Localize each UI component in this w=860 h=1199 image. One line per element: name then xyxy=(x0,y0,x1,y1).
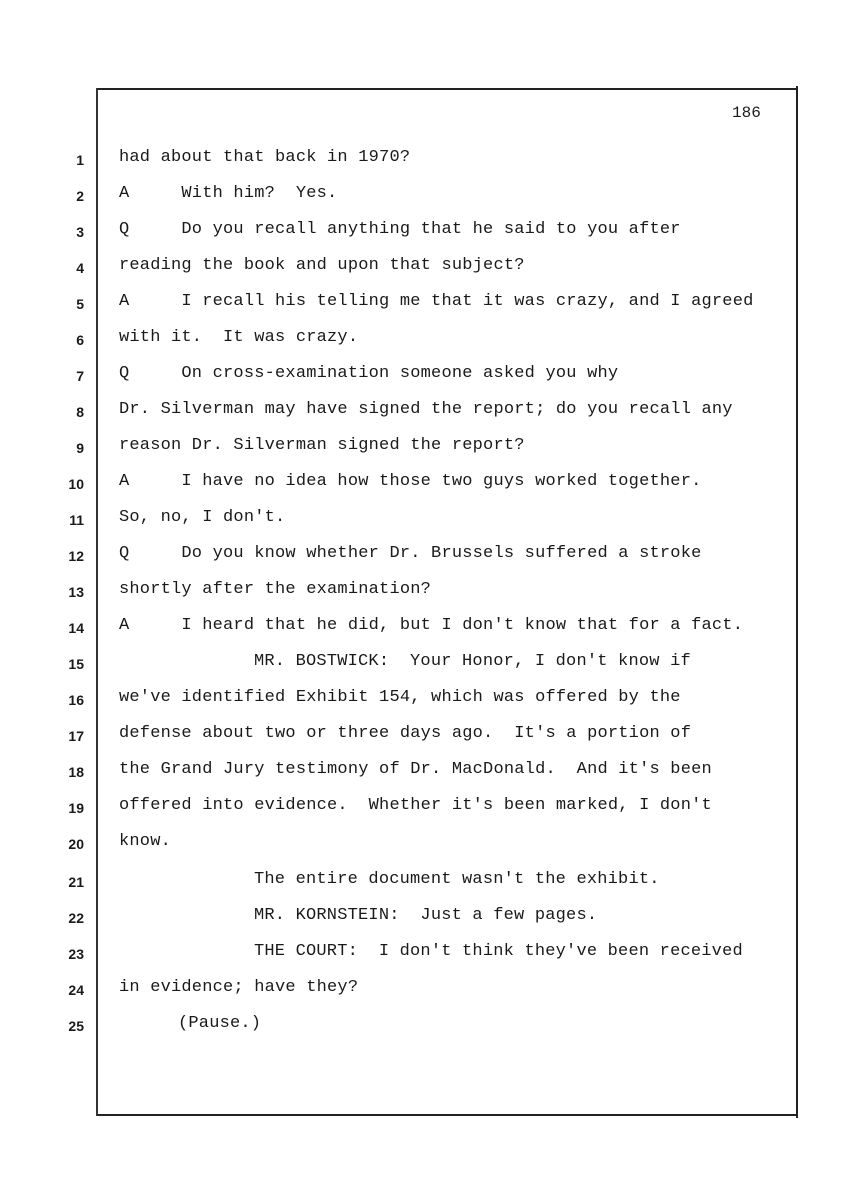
transcript-line xyxy=(0,902,860,938)
transcript-line xyxy=(0,648,860,684)
line-number: 9 xyxy=(76,440,84,456)
line-text: offered into evidence. Whether it's been marked, I don't xyxy=(119,796,712,815)
line-text: in evidence; have they? xyxy=(119,978,359,997)
line-text: shortly after the examination? xyxy=(119,580,432,599)
line-text: THE COURT: I don't think they've been received xyxy=(254,942,743,961)
line-text: A I have no idea how those two guys worked together. xyxy=(119,472,702,491)
transcript-line xyxy=(0,216,860,252)
transcript-line xyxy=(0,756,860,792)
line-number: 7 xyxy=(76,368,84,384)
line-text: Dr. Silverman may have signed the report; do you recall any xyxy=(119,400,733,419)
transcript-line xyxy=(0,1010,860,1046)
line-text: reason Dr. Silverman signed the report? xyxy=(119,436,525,455)
line-number: 1 xyxy=(76,152,84,168)
line-number: 4 xyxy=(76,260,84,276)
line-text: know. xyxy=(119,832,172,851)
line-text: A I recall his telling me that it was crazy, and I agreed xyxy=(119,292,754,311)
transcript-line xyxy=(0,432,860,468)
line-number: 18 xyxy=(68,764,84,780)
line-text: defense about two or three days ago. It's a portion of xyxy=(119,724,692,743)
transcript-line xyxy=(0,288,860,324)
page-border-top xyxy=(96,88,798,90)
line-number: 19 xyxy=(68,800,84,816)
transcript-line xyxy=(0,974,860,1010)
line-number: 20 xyxy=(68,836,84,852)
line-text: (Pause.) xyxy=(178,1014,262,1033)
line-text: had about that back in 1970? xyxy=(119,148,411,167)
transcript-line xyxy=(0,252,860,288)
line-number: 16 xyxy=(68,692,84,708)
transcript-line xyxy=(0,720,860,756)
line-number: 10 xyxy=(68,476,84,492)
line-number: 5 xyxy=(76,296,84,312)
line-number: 24 xyxy=(68,982,84,998)
line-number: 22 xyxy=(68,910,84,926)
line-number: 23 xyxy=(68,946,84,962)
line-number: 25 xyxy=(68,1018,84,1034)
line-text: Q Do you recall anything that he said to you after xyxy=(119,220,681,239)
line-number: 12 xyxy=(68,548,84,564)
transcript-line xyxy=(0,828,860,864)
transcript-line xyxy=(0,360,860,396)
line-text: MR. BOSTWICK: Your Honor, I don't know if xyxy=(254,652,691,671)
line-number: 17 xyxy=(68,728,84,744)
transcript-line xyxy=(0,504,860,540)
transcript-line xyxy=(0,144,860,180)
transcript-line xyxy=(0,324,860,360)
transcript-line xyxy=(0,396,860,432)
page-border-bottom xyxy=(96,1114,798,1116)
line-number: 11 xyxy=(69,512,84,528)
line-text: So, no, I don't. xyxy=(119,508,286,527)
line-number: 3 xyxy=(76,224,84,240)
transcript-line xyxy=(0,468,860,504)
line-number: 2 xyxy=(76,188,84,204)
line-text: with it. It was crazy. xyxy=(119,328,359,347)
page-number: 186 xyxy=(732,104,761,122)
line-number: 14 xyxy=(68,620,84,636)
transcript-line xyxy=(0,612,860,648)
transcript-line xyxy=(0,540,860,576)
line-number: 6 xyxy=(76,332,84,348)
transcript-line xyxy=(0,684,860,720)
line-text: A I heard that he did, but I don't know that for a fact. xyxy=(119,616,744,635)
transcript-line xyxy=(0,792,860,828)
line-text: A With him? Yes. xyxy=(119,184,338,203)
line-text: MR. KORNSTEIN: Just a few pages. xyxy=(254,906,598,925)
line-number: 13 xyxy=(68,584,84,600)
transcript-line xyxy=(0,938,860,974)
line-text: Q Do you know whether Dr. Brussels suffered a stroke xyxy=(119,544,702,563)
transcript-line xyxy=(0,866,860,902)
line-text: Q On cross-examination someone asked you why xyxy=(119,364,619,383)
line-number: 8 xyxy=(76,404,84,420)
transcript-line xyxy=(0,180,860,216)
line-text: we've identified Exhibit 154, which was offered by the xyxy=(119,688,681,707)
line-text: The entire document wasn't the exhibit. xyxy=(254,870,660,889)
line-number: 15 xyxy=(68,656,84,672)
line-number: 21 xyxy=(68,874,84,890)
line-text: the Grand Jury testimony of Dr. MacDonald. And it's been xyxy=(119,760,712,779)
transcript-line xyxy=(0,576,860,612)
line-text: reading the book and upon that subject? xyxy=(119,256,525,275)
